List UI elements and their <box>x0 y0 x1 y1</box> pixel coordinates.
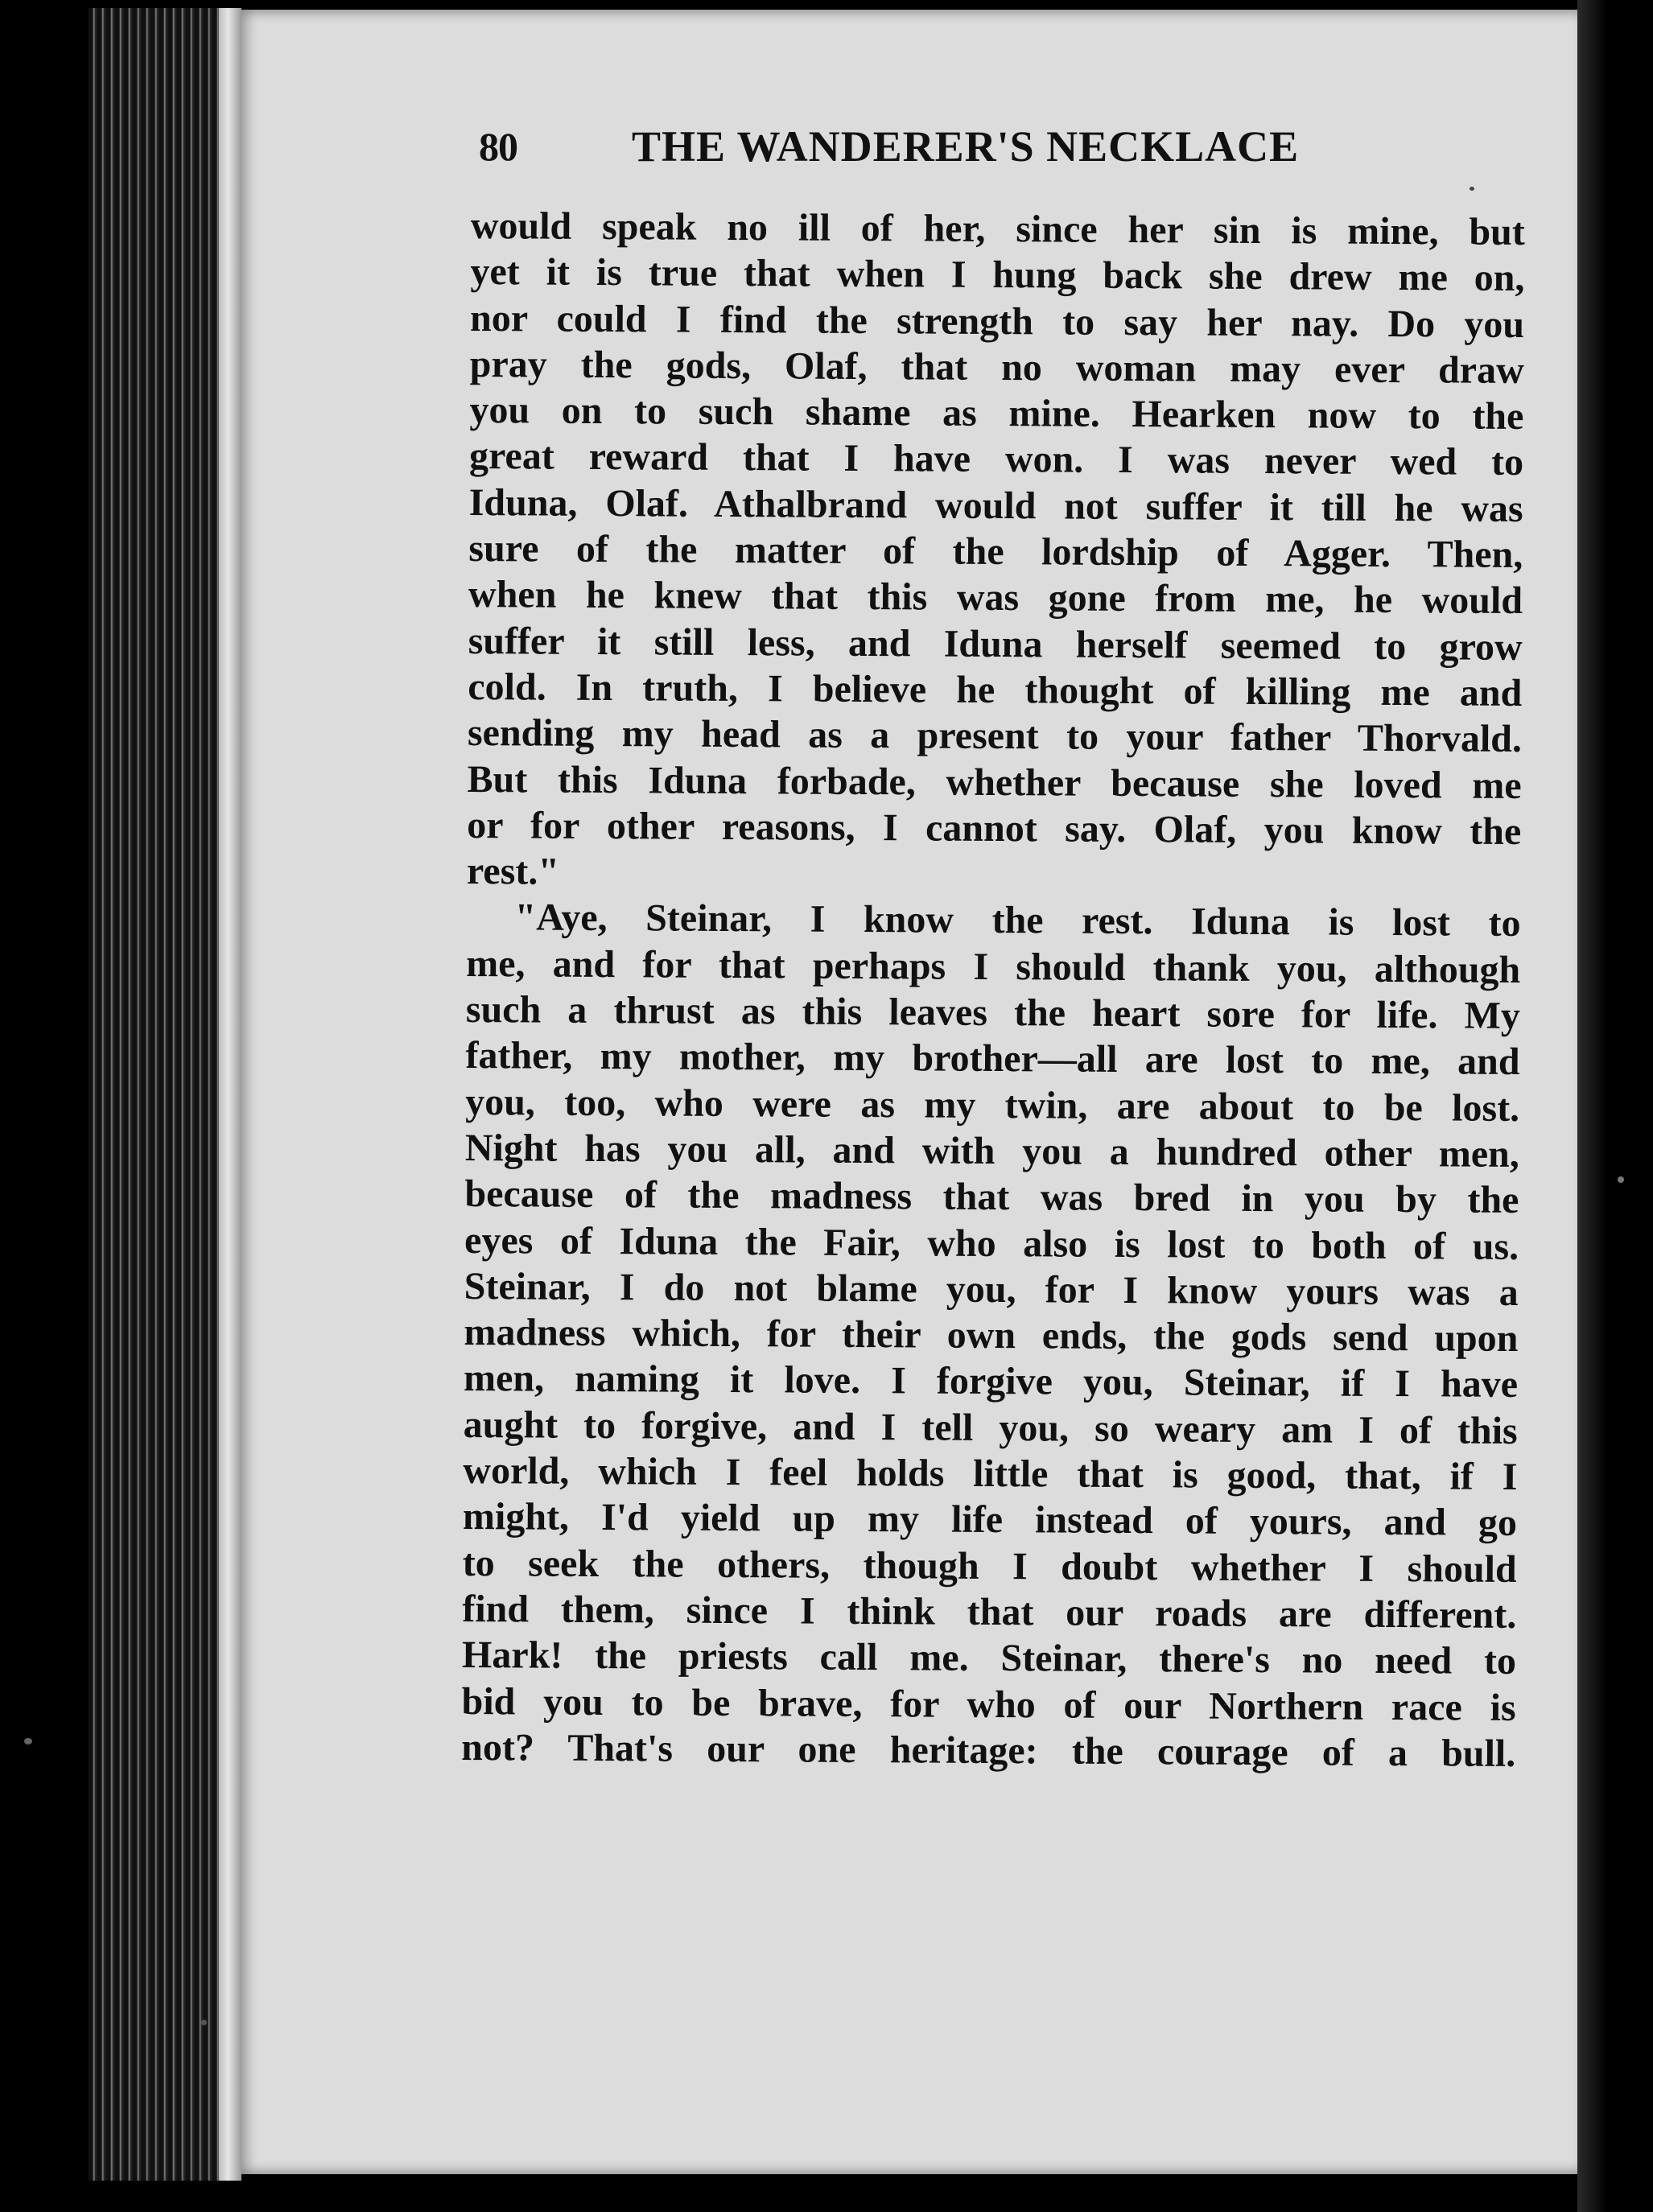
text-line: me, and for that perhaps I should thank you, although <box>466 941 1521 991</box>
text-line: Steinar, I do not blame you, for I know yours was a <box>464 1264 1519 1314</box>
text-line: pray the gods, Olaf, that no woman may ever draw <box>469 342 1524 392</box>
speck <box>1470 187 1474 191</box>
text-line: bid you to be brave, for who of our Northern race is <box>461 1679 1516 1729</box>
text-line: great reward that I have won. I was never wed to <box>468 435 1524 484</box>
text-line: such a thrust as this leaves the heart sore for life. My <box>465 988 1521 1038</box>
text-line: to seek the others, though I doubt whether I should <box>462 1541 1517 1591</box>
binding-shadow <box>1577 0 1653 2212</box>
body-text <box>461 203 1525 1777</box>
text-line: "Aye, Steinar, I know the rest. Iduna is lost to <box>514 896 1521 945</box>
text-line: suffer it still less, and Iduna herself seemed to grow <box>468 619 1523 669</box>
text-line: sending my head as a present to your father Thorvald. <box>467 711 1523 761</box>
text-line: madness which, for their own ends, the gods send upon <box>464 1311 1519 1361</box>
text-line: sure of the matter of the lordship of Agger. Then, <box>468 527 1523 577</box>
page-number: 80 <box>479 124 517 169</box>
text-line: because of the madness that was bred in you by the <box>464 1172 1519 1222</box>
text-line: But this Iduna forbade, whether because she loved me <box>467 757 1522 807</box>
text-line: yet it is true that when I hung back she drew me on, <box>470 250 1525 300</box>
text-line: would speak no ill of her, since her sin is mine, but <box>470 204 1525 254</box>
speck <box>201 2020 207 2025</box>
paragraph <box>461 894 1521 1777</box>
text-line: when he knew that this was gone from me, he would <box>468 573 1523 623</box>
text-line: rest." <box>466 850 560 893</box>
speck <box>1618 1176 1624 1183</box>
text-line: aught to forgive, and I tell you, so weary am I of this <box>463 1403 1518 1452</box>
text-line: or for other reasons, I cannot say. Olaf, you know the <box>467 803 1522 853</box>
speck <box>24 1738 32 1744</box>
text-line: world, which I feel holds little that is good, that, if I <box>463 1448 1518 1498</box>
text-line: eyes of Iduna the Fair, who also is lost to both of us. <box>464 1218 1519 1268</box>
text-line: you on to such shame as mine. Hearken now to the <box>469 389 1524 439</box>
text-line: Iduna, Olaf. Athalbrand would not suffer it till he was <box>468 480 1523 530</box>
text-line: Hark! the priests call me. Steinar, there's no need to <box>461 1633 1517 1683</box>
running-title: THE WANDERER'S NECKLACE <box>632 122 1300 171</box>
text-line: you, too, who were as my twin, are about to be lost. <box>465 1080 1520 1130</box>
text-line: not? That's our one heritage: the courage of a bull. <box>461 1725 1516 1775</box>
text-line: nor could I find the strength to say her nay. Do you <box>469 296 1525 346</box>
text-line: father, my mother, my brother—all are lost to me, and <box>465 1034 1520 1084</box>
text-line: cold. In truth, I believe he thought of killing me and <box>468 665 1523 715</box>
text-line: Night has you all, and with you a hundred other men, <box>464 1126 1519 1176</box>
page-header <box>479 117 1380 189</box>
text-line: might, I'd yield up my life instead of yours, and go <box>462 1495 1518 1545</box>
text-line: find them, since I think that our roads are different. <box>462 1587 1517 1637</box>
book-page-edges <box>89 8 241 2181</box>
text-line: men, naming it love. I forgive you, Steinar, if I have <box>463 1357 1519 1407</box>
paragraph <box>467 203 1525 900</box>
